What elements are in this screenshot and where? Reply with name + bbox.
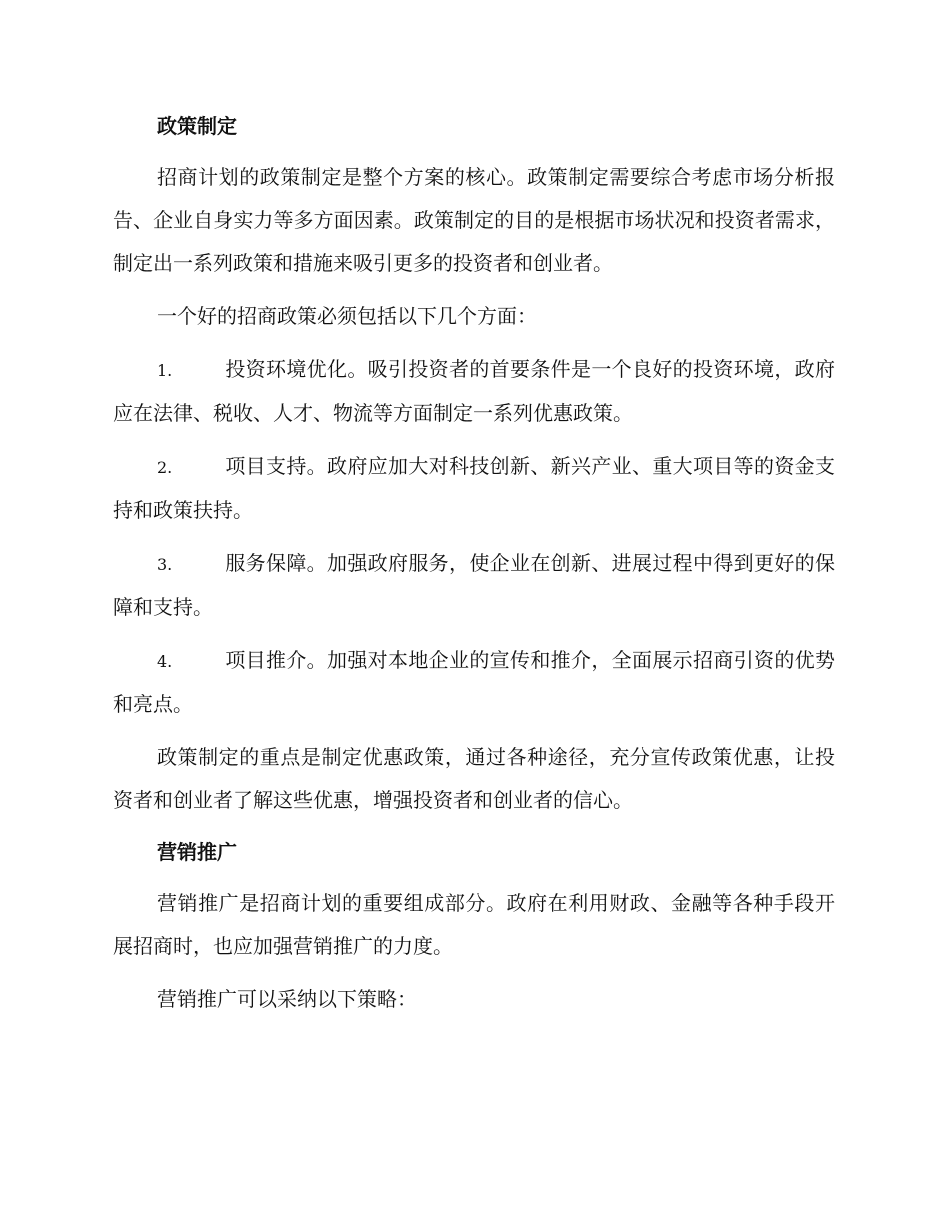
list-item	[113, 348, 835, 435]
section-heading-policy: 政策制定	[157, 114, 237, 138]
section-heading-marketing: 营销推广	[157, 840, 237, 864]
policy-lead-paragraph: 一个好的招商政策必须包括以下几个方面：	[157, 304, 537, 328]
list-item-number: 2.	[157, 458, 173, 477]
list-item	[113, 542, 835, 629]
list-item	[113, 639, 835, 726]
list-item-number: 4.	[157, 652, 173, 671]
list-item-text: 项目推介。加强对本地企业的宣传和推介，全面展示招商引资的优势和亮点。	[113, 648, 835, 716]
list-item	[113, 445, 835, 532]
policy-closing-paragraph: 政策制定的重点是制定优惠政策，通过各种途径，充分宣传政策优惠，让投资者和创业者了解这些优惠，增强投资者和创业者的信心。	[113, 745, 835, 812]
marketing-lead-paragraph: 营销推广可以采纳以下策略：	[157, 987, 417, 1011]
list-item-text: 投资环境优化。吸引投资者的首要条件是一个良好的投资环境，政府应在法律、税收、人才、物流等方面制定一系列优惠政策。	[113, 357, 835, 425]
list-item-number: 1.	[157, 361, 173, 380]
list-item-number: 3.	[157, 555, 173, 574]
list-item-text: 项目支持。政府应加大对科技创新、新兴产业、重大项目等的资金支持和政策扶持。	[113, 454, 835, 522]
document-page	[113, 98, 835, 1031]
list-item-text: 服务保障。加强政府服务，使企业在创新、进展过程中得到更好的保障和支持。	[113, 551, 835, 619]
marketing-intro-paragraph: 营销推广是招商计划的重要组成部分。政府在利用财政、金融等各种手段开展招商时，也应加强营销推广的力度。	[113, 891, 835, 958]
policy-intro-paragraph: 招商计划的政策制定是整个方案的核心。政策制定需要综合考虑市场分析报告、企业自身实力等多方面因素。政策制定的目的是根据市场状况和投资者需求，制定出一系列政策和措施来吸引更多的投资者和创业者。	[113, 165, 835, 275]
